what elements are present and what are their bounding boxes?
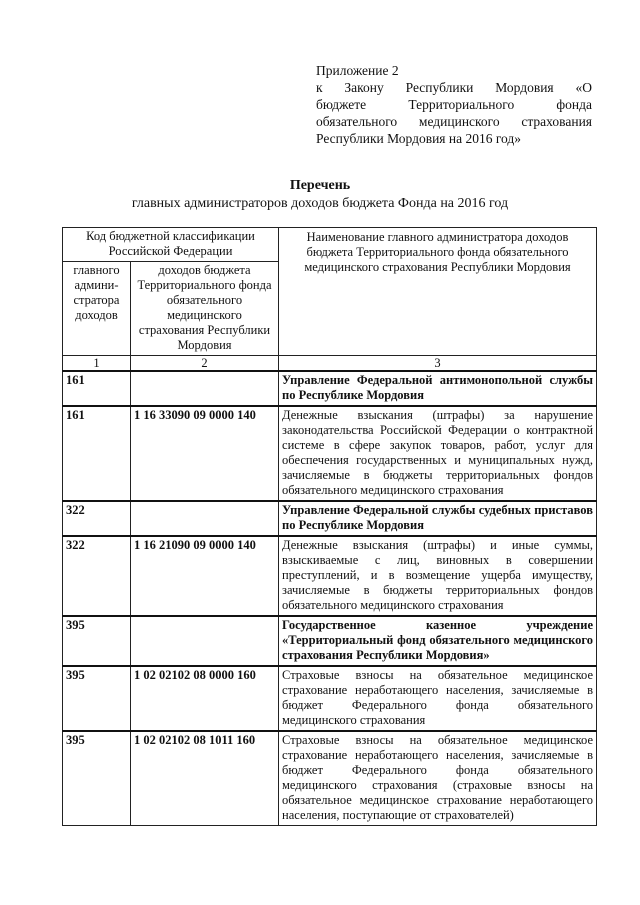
column-number: 2	[131, 356, 279, 372]
table-row	[63, 371, 597, 406]
column-number-row	[63, 356, 597, 372]
administrator-name: Государственное казенное учреждение «Территориальный фонд обязательного медицинского страхования Республики Мордовия»	[279, 616, 597, 666]
table-row	[63, 666, 597, 731]
admin-code: 161	[63, 371, 131, 406]
admin-code: 161	[63, 406, 131, 501]
table-row	[63, 536, 597, 616]
header-col-income: доходов бюджета Территориального фонда обязательного медицинского страхования Республики Мордовия	[131, 262, 279, 356]
appendix-line-5: Республики Мордовия на 2016 год»	[316, 131, 522, 146]
administrator-name: Управление Федеральной антимонопольной службы по Республике Мордовия	[279, 371, 597, 406]
income-code	[131, 501, 279, 536]
administrators-table	[62, 227, 597, 826]
document-title	[0, 177, 640, 213]
table-row	[63, 501, 597, 536]
table-row	[63, 406, 597, 501]
appendix-note	[316, 62, 592, 147]
appendix-line-4: обязательного медицинского страхования	[316, 114, 592, 129]
header-col-admin: главного админи-стратора доходов	[63, 262, 131, 356]
column-number: 1	[63, 356, 131, 372]
appendix-line-1: Приложение 2	[316, 63, 399, 78]
table-header-row	[63, 228, 597, 262]
admin-code: 322	[63, 536, 131, 616]
income-code: 1 02 02102 08 0000 160	[131, 666, 279, 731]
income-code: 1 02 02102 08 1011 160	[131, 731, 279, 826]
income-code	[131, 616, 279, 666]
appendix-line-3: бюджете Территориального фонда	[316, 97, 592, 112]
income-code	[131, 371, 279, 406]
income-name: Страховые взносы на обязательное медицинское страхование неработающего населения, зачисляемые в бюджет Федерального фонда обязательного медицинского страхования (страховые взносы на обязательное медицинское страхование неработающего населения, поступающие от страхователей)	[279, 731, 597, 826]
table-row	[63, 616, 597, 666]
admin-code: 395	[63, 731, 131, 826]
header-code-group: Код бюджетной классификации Российской Федерации	[63, 228, 279, 262]
income-name: Денежные взыскания (штрафы) и иные суммы, взыскиваемые с лиц, виновных в совершении преступлений, и в возмещение ущерба имуществу, зачисляемые в бюджеты территориальных фондов обязательного медицинского страхования	[279, 536, 597, 616]
income-code: 1 16 21090 09 0000 140	[131, 536, 279, 616]
income-code: 1 16 33090 09 0000 140	[131, 406, 279, 501]
income-name: Денежные взыскания (штрафы) за нарушение законодательства Российской Федерации о контрактной системе в сфере закупок товаров, работ, услуг для обеспечения государственных и муниципальных нужд, зачисляемые в бюджеты территориальных фондов обязательного медицинского страхования	[279, 406, 597, 501]
income-name: Страховые взносы на обязательное медицинское страхование неработающего населения, зачисляемые в бюджет Федерального фонда обязательного медицинского страхования	[279, 666, 597, 731]
column-number: 3	[279, 356, 597, 372]
administrator-name: Управление Федеральной службы судебных приставов по Республике Мордовия	[279, 501, 597, 536]
appendix-line-2: к Закону Республики Мордовия «О	[316, 80, 592, 95]
title-sub: главных администраторов доходов бюджета Фонда на 2016 год	[131, 196, 509, 211]
title-main: Перечень	[289, 178, 351, 193]
header-name: Наименование главного администратора доходов бюджета Территориального фонда обязательного медицинского страхования Республики Мордовия	[279, 228, 597, 356]
table-row	[63, 731, 597, 826]
admin-code: 322	[63, 501, 131, 536]
admin-code: 395	[63, 616, 131, 666]
admin-code: 395	[63, 666, 131, 731]
